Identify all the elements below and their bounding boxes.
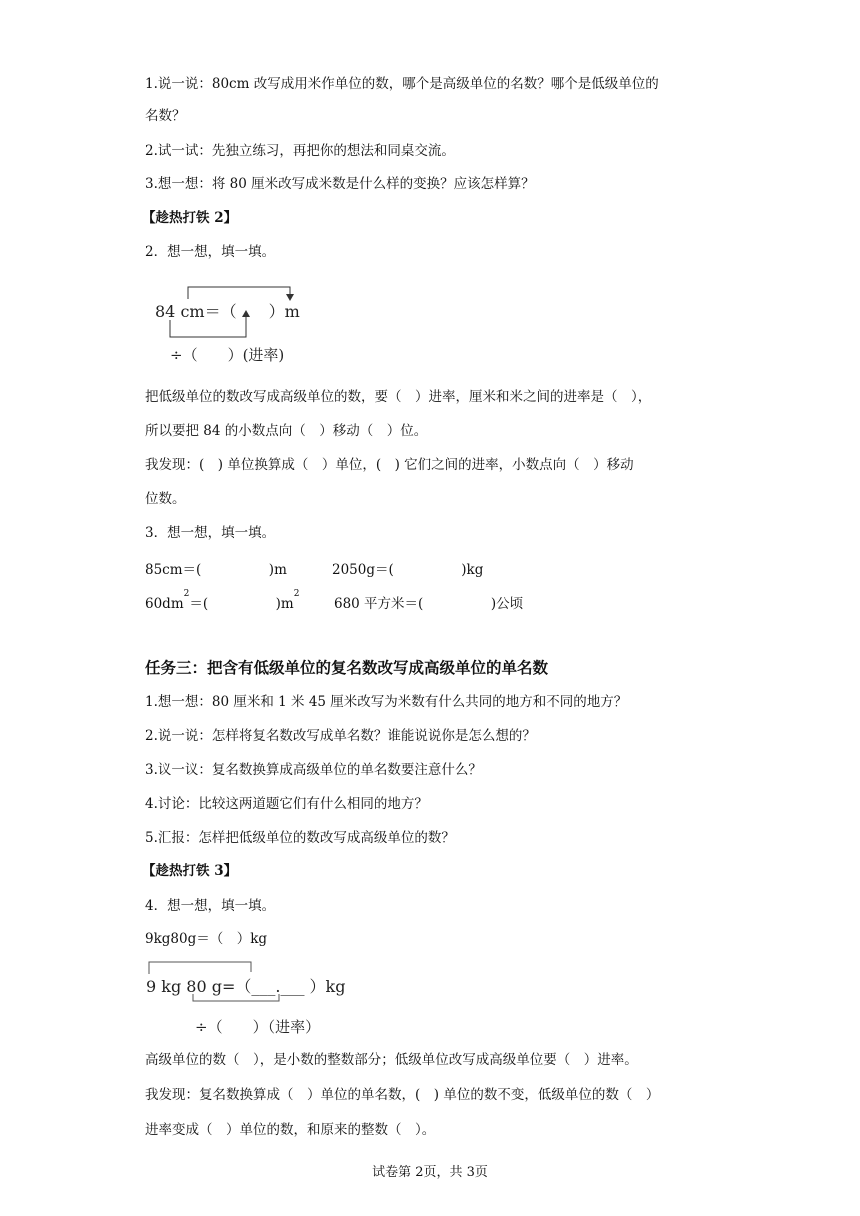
section-heading-3: 【趁热打铁 3】 bbox=[142, 863, 238, 879]
task-3-item-1: 1.想一想：80 厘米和 1 米 45 厘米改写为米数有什么共同的地方和不同的地方？ bbox=[145, 694, 628, 710]
paragraph-line-2: 所以要把 84 的小数点向（ ）移动（ ）位。 bbox=[145, 423, 428, 439]
task-3-item-5: 5.汇报：怎样把低级单位的数改写成高级单位的数？ bbox=[145, 830, 455, 846]
result-line-3: 进率变成（ ）单位的数，和原来的整数（ ）。 bbox=[145, 1122, 436, 1138]
discovery-line-2: 位数。 bbox=[145, 491, 186, 507]
question-1-line-1: 1.说一说：80cm 改写成用米作单位的数，哪个是高级单位的名数？哪个是低级单位的 bbox=[145, 76, 659, 92]
question-3-text: 3.想一想：将 80 厘米改写成米数是什么样的变换？应该怎样算？ bbox=[145, 176, 535, 192]
exercise-4-equation: 9kg80g＝（ ）kg bbox=[145, 931, 268, 947]
exercise-3-prompt: 3．想一想，填一填。 bbox=[145, 525, 276, 541]
conversion-diagram-1 bbox=[150, 282, 330, 372]
task-3-item-4: 4.讨论：比较这两道题它们有什么相同的地方？ bbox=[145, 796, 428, 812]
exercise-dm2-to-m2 bbox=[145, 589, 300, 612]
dm2-exponent: 2 bbox=[183, 589, 190, 599]
exercise-2-prompt: 2．想一想，填一填。 bbox=[145, 244, 276, 260]
diagram-1-divisor: ÷（ ）(进率) bbox=[170, 346, 285, 364]
discovery-line-1: 我发现：( ) 单位换算成（ ）单位，( ) 它们之间的进率，小数点向（ ）移动 bbox=[145, 457, 634, 473]
exercise-g-to-kg: 2050g＝( )kg bbox=[332, 562, 484, 578]
conversion-diagram-2 bbox=[143, 956, 383, 1038]
dm2-value: 60dm bbox=[145, 596, 184, 612]
question-1-line-2: 名数？ bbox=[145, 108, 186, 124]
task-3-item-2: 2.说一说：怎样将复名数改写成单名数？谁能说说你是怎么想的？ bbox=[145, 728, 536, 744]
page-footer: 试卷第 2页，共 3页 bbox=[372, 1165, 488, 1180]
exercise-sqm-to-hectare: 680 平方米＝( )公顷 bbox=[334, 596, 524, 612]
diagram-1-equation: 84 cm＝（ ）m bbox=[155, 302, 300, 321]
m2-exponent: 2 bbox=[293, 589, 300, 599]
exercise-4-prompt: 4．想一想，填一填。 bbox=[145, 898, 276, 914]
paragraph-line-1: 把低级单位的数改写成高级单位的数，要（ ）进率，厘米和米之间的进率是（ ）， bbox=[145, 389, 652, 405]
task-3-item-3: 3.议一议：复名数换算成高级单位的单名数要注意什么？ bbox=[145, 762, 482, 778]
m2-blank: ＝( )m bbox=[189, 596, 294, 612]
task-3-heading: 任务三：把含有低级单位的复名数改写成高级单位的单名数 bbox=[145, 658, 549, 677]
question-2-text: 2.试一试：先独立练习，再把你的想法和同桌交流。 bbox=[145, 143, 455, 159]
result-line-2: 我发现：复名数换算成（ ）单位的单名数，( ) 单位的数不变，低级单位的数（ ） bbox=[145, 1087, 660, 1103]
diagram-2-equation: 9 kg 80 g=（___.___ ）kg bbox=[146, 977, 346, 996]
section-heading-2: 【趁热打铁 2】 bbox=[142, 210, 238, 226]
exercise-cm-to-m: 85cm＝( )m bbox=[145, 562, 287, 578]
diagram-2-divisor: ÷（ ）（进率） bbox=[195, 1018, 321, 1036]
result-line-1: 高级单位的数（ ），是小数的整数部分；低级单位改写成高级单位要（ ）进率。 bbox=[145, 1052, 638, 1068]
